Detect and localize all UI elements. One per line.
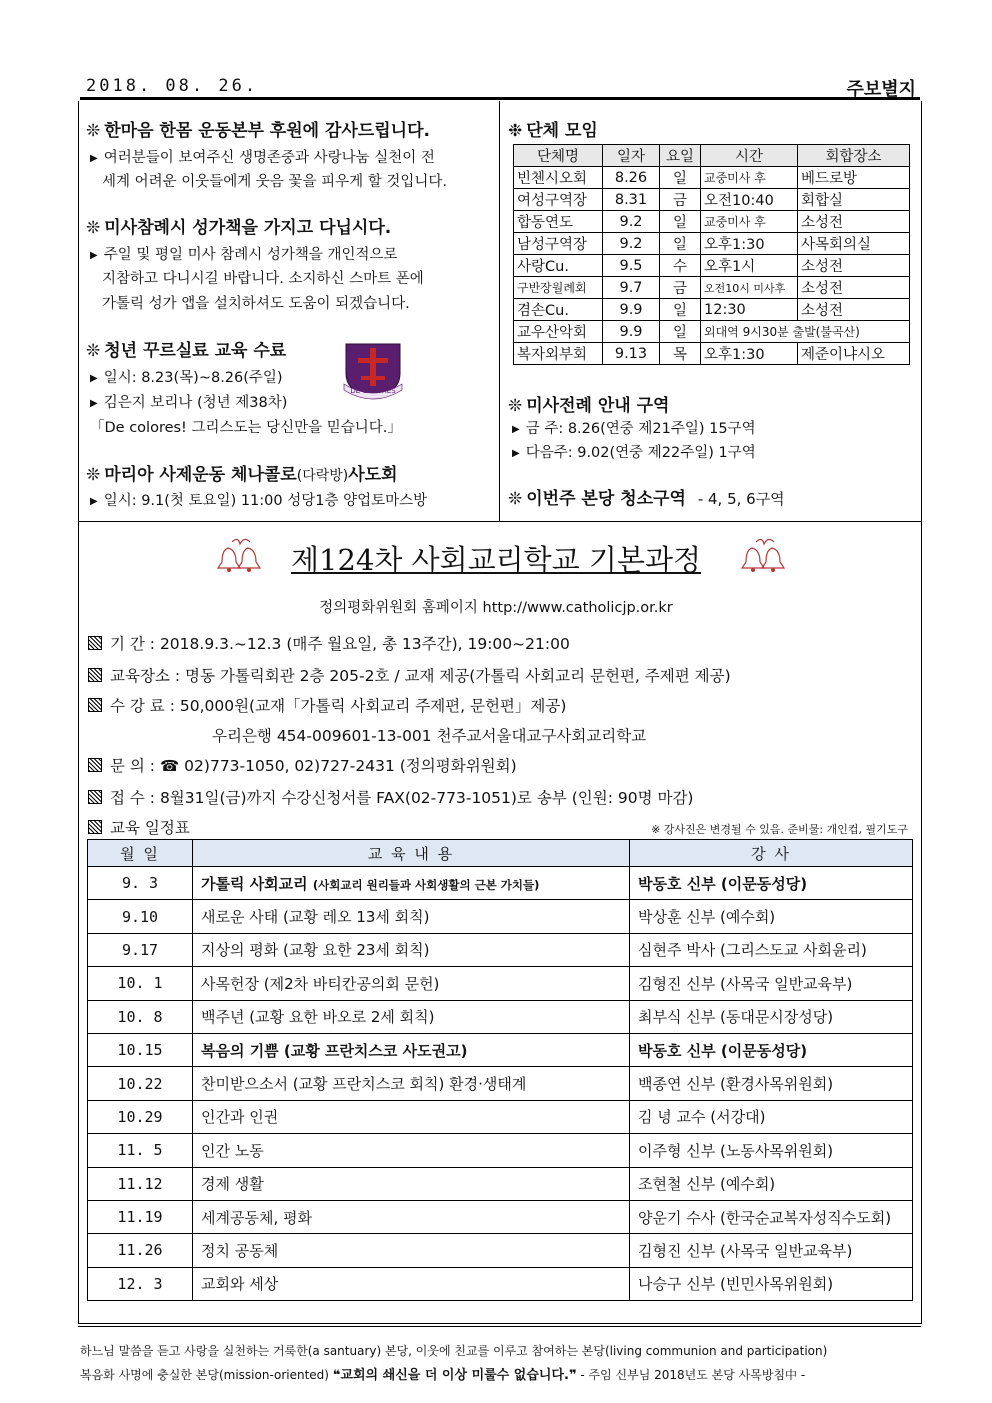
footer-line-2: 복음화 사명에 충실한 본당(mission-oriented) ❝교회의 쇄신을 더 이상 미룰수 없습니다.❞ - 주임 신부님 2018년도 본당 사목방침中 - [80, 1368, 806, 1383]
table-row: 9. 3 가톨릭 사회교리 (사회교리 원리들과 사회생활의 근본 가치들) 박동호 신부 (이문동성당) [88, 867, 913, 900]
support-line-1: ▶ 여러분들이 보여주신 생명존중과 사랑나눔 실천이 전 [90, 150, 435, 166]
table-row: 11.12 경제 생활 조현철 신부 (예수회) [88, 1167, 913, 1200]
section-divider [78, 521, 921, 522]
school-homepage: 정의평화위원회 홈페이지 http://www.catholicjp.or.kr [319, 600, 673, 616]
marian-line-1: ▶ 일시: 9.1(첫 토요일) 11:00 성당1층 양업토마스방 [90, 493, 428, 509]
info-location: 교육장소 : 명동 가톨릭회관 2층 205-2호 / 교재 제공(가톨릭 사회교리 문헌편, 주제편 제공) [88, 664, 731, 686]
table-row: 여성구역장 8.31 금 오전10:40 회합실 [514, 189, 910, 211]
mass-line-2: ▶ 다음주: 9.02(연중 제22주일) 1구역 [512, 445, 756, 461]
hatched-box-icon [88, 698, 102, 712]
hatched-box-icon [88, 790, 102, 804]
hatched-box-icon [88, 636, 102, 650]
table-row: 12. 3 교회와 세상 나승구 신부 (빈민사목위원회) [88, 1267, 913, 1300]
section-title-support: ❊ 한마음 한몸 운동본부 후원에 감사드립니다. [86, 121, 430, 141]
mass-line-1: ▶ 금 주: 8.26(연중 제21주일) 15구역 [512, 421, 756, 437]
flower-icon: ❊ [86, 341, 101, 361]
cleaning-zones: - 4, 5, 6구역 [697, 490, 785, 508]
table-row: 10.22 찬미받으소서 (교황 프란치스코 회칙) 환경·생태계 백종연 신부 (환경사목위원회) [88, 1067, 913, 1100]
table-row: 겸손Cu. 9.9 일 12:30 소성전 [514, 299, 910, 321]
svg-text:DE COLORES: DE COLORES [350, 387, 396, 395]
table-row: 10. 8 백주년 (교황 요한 바오로 2세 회칙) 최부식 신부 (동대문시장성당) [88, 1000, 913, 1033]
table-row: 복자외부회 9.13 목 오후1:30 제준이냐시오 [514, 343, 910, 365]
table-row: 9.17 지상의 평화 (교황 요한 23세 회칙) 심현주 박사 (그리스도교 사회윤리) [88, 933, 913, 966]
hymnbook-line-1: ▶ 주일 및 평일 미사 참례시 성가책을 개인적으로 [90, 247, 398, 263]
footer-line-1: 하느님 말씀을 듣고 사랑을 실천하는 거룩한(a santuary) 본당, 이웃에 친교를 이루고 참여하는 본당(living communion and participation) [80, 1344, 828, 1358]
table-row: 교우산악회 9.9 일 외대역 9시30분 출발(불곡산) [514, 321, 910, 343]
hatched-box-icon [88, 668, 102, 682]
hymnbook-line-3: 가톨릭 성가 앱을 설치하셔도 도움이 되겠습니다. [102, 296, 410, 312]
triangle-bullet-icon: ▶ [90, 250, 98, 261]
cursillo-logo [340, 338, 406, 400]
support-line-2: 세계 어려운 이웃들에게 웃음 꽃을 피우게 할 것입니다. [102, 174, 448, 190]
triangle-bullet-icon: ▶ [512, 424, 520, 435]
triangle-bullet-icon: ▶ [90, 398, 98, 409]
bulletin-tag: 주보별지 [846, 79, 916, 100]
table-row: 구반장월례회 9.7 금 오전10시 미사후 소성전 [514, 277, 910, 299]
hatched-box-icon [88, 820, 102, 834]
section-title-hymnbook: ❊ 미사참례시 성가책을 가지고 다닙시다. [86, 218, 392, 238]
header-rule [80, 97, 920, 100]
triangle-bullet-icon: ▶ [90, 373, 98, 384]
table-header-row: 단체명 일자 요일 시간 회합장소 [514, 145, 910, 167]
flower-icon: ❊ [86, 465, 101, 485]
flower-icon: ❊ [86, 218, 101, 238]
info-bank: 우리은행 454-009601-13-001 천주교서울대교구사회교리학교 [212, 727, 647, 745]
info-contact: 문 의 : ☎ 02)773-1050, 02)727-2431 (정의평화위원회) [88, 754, 517, 776]
hatched-box-icon [88, 758, 102, 772]
hymnbook-line-2: 지참하고 다니시길 바랍니다. 소지하신 스마트 폰에 [102, 271, 424, 287]
section-title-cursillo: ❊ 청년 꾸르실료 교육 수료 [86, 341, 287, 361]
bulletin-date: 2018. 08. 26. [86, 76, 259, 96]
info-period: 기 간 : 2018.9.3.~12.3 (매주 월요일, 총 13주간), 19:00~21:00 [88, 632, 570, 654]
group-meetings-table [513, 144, 910, 365]
education-schedule-table [87, 839, 913, 1301]
flower-icon: ❊ [508, 489, 523, 509]
flower-icon: ❊ [86, 121, 101, 141]
table-row: 11. 5 인간 노동 이주형 신부 (노동사목위원회) [88, 1134, 913, 1167]
section-title-cleaning: ❊ 이번주 본당 청소구역 - 4, 5, 6구역 [508, 489, 785, 509]
section-title-marian: ❊ 마리아 사제운동 체나콜로(다락방)사도회 [86, 465, 398, 485]
info-schedule-label: 교육 일정표 [88, 816, 190, 838]
page-header [80, 74, 920, 100]
table-row: 빈첸시오회 8.26 일 교중미사 후 베드로방 [514, 167, 910, 189]
cursillo-line-2: ▶ 김은지 보리나 (청년 제38차) [90, 395, 288, 411]
info-fee: 수 강 료 : 50,000원(교재「가톨릭 사회교리 주제편, 문헌편」제공) [88, 694, 566, 716]
column-divider [499, 101, 500, 522]
section-title-groups: ❉ 단체 모임 [508, 121, 598, 141]
table-row: 사랑Cu. 9.5 수 오후1시 소성전 [514, 255, 910, 277]
table-row: 10.15 복음의 기쁨 (교황 프란치스코 사도권고) 박동호 신부 (이문동성당) [88, 1033, 913, 1066]
info-registration: 접 수 : 8월31일(금)까지 수강신청서를 FAX(02-773-1051)로 송부 (인원: 90명 마감) [88, 786, 693, 808]
table-row: 합동연도 9.2 일 교중미사 후 소성전 [514, 211, 910, 233]
footer-motto: ❝교회의 쇄신을 더 이상 미룰수 없습니다.❞ [332, 1368, 577, 1383]
table-row: 11.19 세계공동체, 평화 양운기 수사 (한국순교복자성직수도회) [88, 1200, 913, 1233]
table-row: 9.10 새로운 사태 (교황 레오 13세 회칙) 박상훈 신부 (예수회) [88, 900, 913, 933]
snowflake-icon: ❉ [508, 121, 523, 141]
footer-rule [78, 1326, 921, 1327]
schedule-note: ※ 강사진은 변경될 수 있음. 준비물: 개인컵, 필기도구 [651, 823, 908, 836]
triangle-bullet-icon: ▶ [90, 496, 98, 507]
table-row: 남성구역장 9.2 일 오후1:30 사목회의실 [514, 233, 910, 255]
table-row: 10. 1 사목헌장 (제2차 바티칸공의회 문헌) 김형진 신부 (사목국 일반교육부) [88, 967, 913, 1000]
cursillo-line-1: ▶ 일시: 8.23(목)~8.26(주일) [90, 370, 283, 386]
table-row: 11.26 정치 공동체 김형진 신부 (사목국 일반교육부) [88, 1234, 913, 1267]
flower-icon: ❊ [508, 396, 523, 416]
triangle-bullet-icon: ▶ [90, 153, 98, 164]
section-title-mass: ❊ 미사전례 안내 구역 [508, 396, 670, 416]
cursillo-line-3: 「De colores! 그리스도는 당신만을 믿습니다.」 [90, 420, 402, 436]
table-row: 10.29 인간과 인권 김 녕 교수 (서강대) [88, 1100, 913, 1133]
triangle-bullet-icon: ▶ [512, 448, 520, 459]
table-header-row: 월 일 교 육 내 용 강 사 [88, 840, 913, 867]
school-title: 제124차 사회교리학교 기본과정 [291, 543, 701, 577]
